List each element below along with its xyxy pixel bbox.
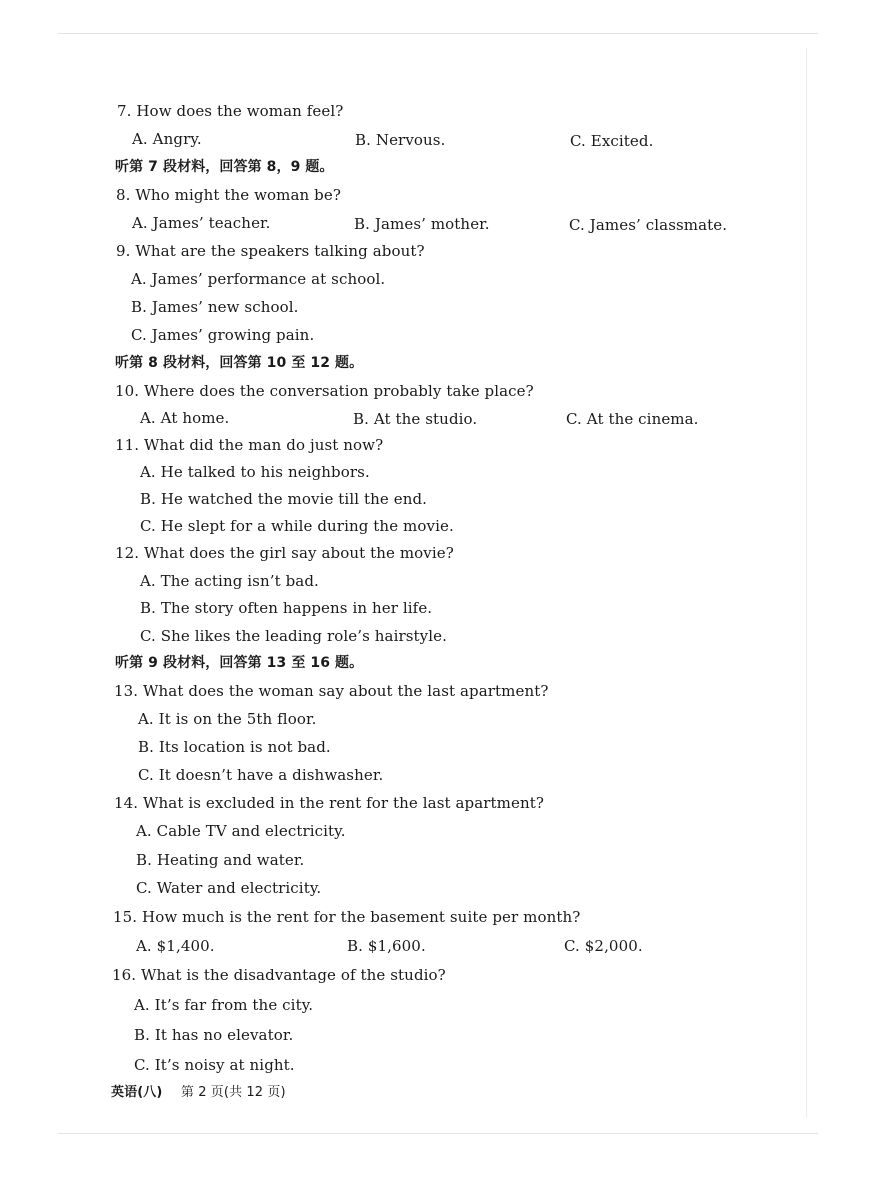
question-9-option-c: C. James’ growing pain.	[131, 326, 315, 344]
question-13-option-b: B. Its location is not bad.	[138, 738, 331, 756]
question-13-stem: 13. What does the woman say about the last apartment?	[114, 682, 549, 700]
question-11-option-a: A. He talked to his neighbors.	[140, 463, 370, 481]
section-7-instruction: 听第 7 段材料，回答第 8，9 题。	[115, 159, 334, 175]
question-15-option-c: C. $2,000.	[564, 937, 643, 955]
question-16-option-c: C. It’s noisy at night.	[134, 1056, 295, 1074]
question-12-option-c: C. She likes the leading role’s hairstyle.	[140, 627, 447, 645]
footer-page-number: 第 2 页(共 12 页)	[180, 1085, 286, 1100]
question-14-option-c: C. Water and electricity.	[136, 879, 322, 897]
question-7-option-a: A. Angry.	[132, 130, 202, 148]
question-11-option-c: C. He slept for a while during the movie.	[140, 517, 454, 535]
question-14-option-a: A. Cable TV and electricity.	[136, 822, 346, 840]
question-15-stem: 15. How much is the rent for the basement suite per month?	[113, 908, 581, 926]
question-12-option-a: A. The acting isn’t bad.	[140, 572, 319, 590]
question-10-stem: 10. Where does the conversation probably take place?	[115, 382, 534, 400]
right-border	[806, 48, 807, 1118]
bottom-border	[58, 1133, 818, 1134]
question-10-option-b: B. At the studio.	[353, 410, 478, 428]
question-8-option-b: B. James’ mother.	[354, 215, 490, 233]
question-16-option-b: B. It has no elevator.	[134, 1026, 294, 1044]
question-9-option-b: B. James’ new school.	[131, 298, 299, 316]
question-13-option-a: A. It is on the 5th floor.	[138, 710, 317, 728]
question-7-stem: 7. How does the woman feel?	[117, 102, 344, 120]
question-8-option-c: C. James’ classmate.	[569, 216, 728, 234]
question-16-option-a: A. It’s far from the city.	[134, 996, 314, 1014]
question-12-option-b: B. The story often happens in her life.	[140, 599, 433, 617]
footer-subject: 英语(八)	[111, 1085, 163, 1100]
question-14-option-b: B. Heating and water.	[136, 851, 305, 869]
question-9-stem: 9. What are the speakers talking about?	[116, 242, 425, 260]
section-8-instruction: 听第 8 段材料，回答第 10 至 12 题。	[115, 355, 364, 371]
top-border	[58, 33, 818, 34]
question-7-option-b: B. Nervous.	[355, 131, 446, 149]
question-10-option-c: C. At the cinema.	[566, 410, 699, 428]
question-15-option-b: B. $1,600.	[347, 937, 426, 955]
question-11-option-b: B. He watched the movie till the end.	[140, 490, 428, 508]
question-12-stem: 12. What does the girl say about the movie?	[115, 544, 454, 562]
question-8-option-a: A. James’ teacher.	[132, 214, 271, 232]
question-14-stem: 14. What is excluded in the rent for the last apartment?	[114, 794, 545, 812]
question-9-option-a: A. James’ performance at school.	[131, 270, 386, 288]
question-10-option-a: A. At home.	[140, 409, 230, 427]
section-9-instruction: 听第 9 段材料，回答第 13 至 16 题。	[115, 655, 364, 671]
question-15-option-a: A. $1,400.	[136, 937, 215, 955]
question-8-stem: 8. Who might the woman be?	[116, 186, 341, 204]
question-13-option-c: C. It doesn’t have a dishwasher.	[138, 766, 384, 784]
question-7-option-c: C. Excited.	[570, 132, 654, 150]
page-footer	[111, 1083, 286, 1103]
question-16-stem: 16. What is the disadvantage of the studio?	[112, 966, 446, 984]
question-11-stem: 11. What did the man do just now?	[115, 436, 384, 454]
